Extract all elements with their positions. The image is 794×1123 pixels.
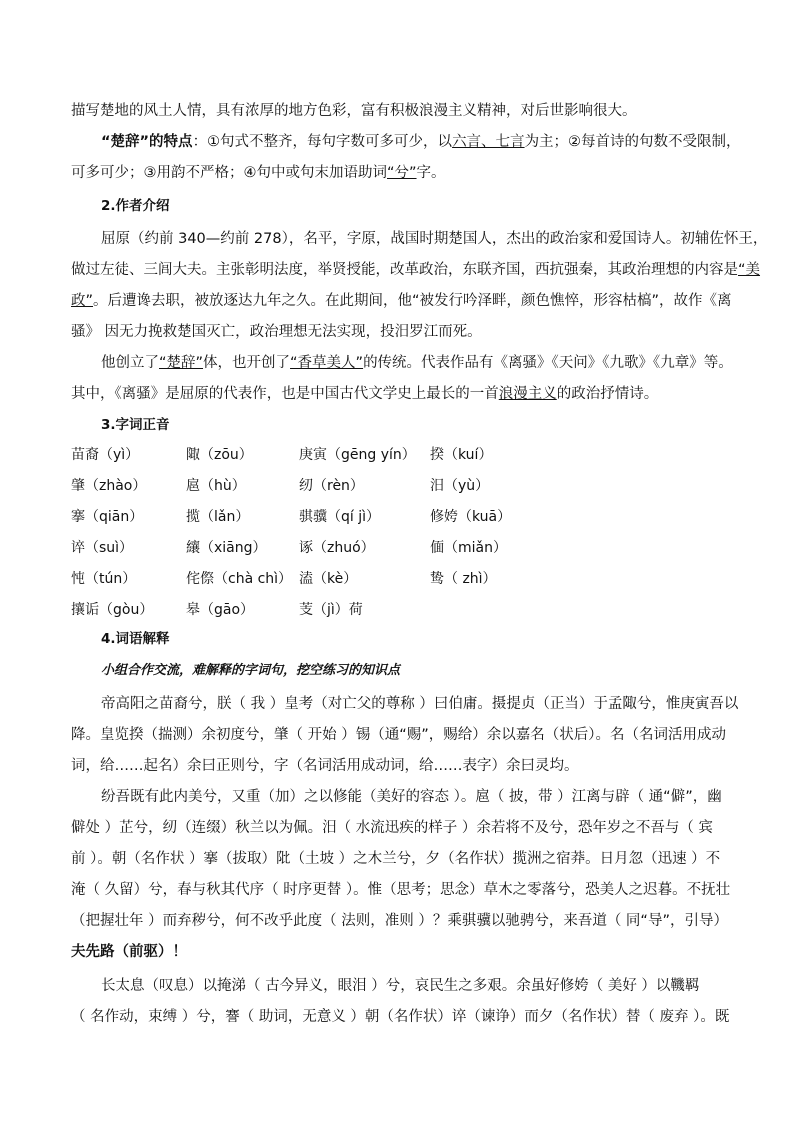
author-text-a: 做过左徒、三闾大夫。主张彰明法度，举贤授能，改革政治，东联齐国，西抗强秦，其政治理想的内容是: [71, 262, 738, 278]
pron-item: 侘傺（chà chì）: [186, 571, 293, 587]
explanation-line: 降。皇览揆（揣测）余初度兮，肇（ 开始 ）锡（通“赐”，赐给）余以嘉名（状后）。名（名词活用成动: [71, 727, 726, 743]
pronunciation-row: [71, 564, 631, 595]
author-line-6: [71, 379, 731, 410]
pron-item: 揽（lǎn）: [186, 509, 250, 525]
pron-item: 偭（miǎn）: [430, 540, 507, 556]
pron-item: 芰（jì）荷: [299, 602, 363, 618]
author-underline-c: “楚辞”: [159, 355, 204, 371]
pron-item: 汨（yù）: [430, 478, 490, 494]
pron-item: 扈（hù）: [186, 478, 246, 494]
pron-item: 苗裔（yì）: [71, 447, 140, 463]
pronunciation-row: [71, 502, 631, 533]
pron-item: 骐骥（qí jì）: [299, 509, 381, 525]
explanation-line: 夫先路（前驱）！: [71, 944, 187, 960]
explanation-line: （ 名作动，束缚 ）兮，謇（ 助词，无意义 ）朝（名作状）谇（谏诤）而夕（名作状）替（ 废弃 ）。既: [71, 1009, 730, 1025]
pron-item: 庚寅（gēng yín）: [299, 447, 416, 463]
explanation-line: 前 ）。朝（名作状 ）搴（拔取）阰（土坡 ）之木兰兮，夕（名作状）揽洲之宿莽。日月忽（迅速 ）不: [71, 851, 721, 867]
pronunciation-grid: [71, 440, 631, 626]
pronunciation-row: [71, 595, 631, 626]
pron-item: 纕（xiāng）: [186, 540, 267, 556]
chuci-features-line: [101, 127, 741, 158]
section-heading-author: 2.作者介绍: [101, 198, 170, 214]
section-heading-explanation: 4.词语解释: [101, 631, 170, 647]
explanation-line: 淹（ 久留）兮，春与秋其代序（ 时序更替 ）。惟（思考；思念）草木之零落兮，恐美人之迟暮。不抚壮: [71, 882, 731, 898]
explanation-line: 纷吾既有此内美兮，又重（加）之以修能（美好的容态 ）。扈（ 披，带 ）江离与辟（ 通“僻”，幽: [101, 789, 722, 805]
chuci-underline-b: “兮”: [387, 165, 417, 181]
pron-item: 修姱（kuā）: [430, 509, 512, 525]
pron-item: 肇（zhào）: [71, 478, 147, 494]
author-line-2: [71, 255, 761, 286]
chuci-text-b: 为主；②每首诗的句数不受限制，: [524, 134, 741, 150]
author-text-g: 的政治抒情诗。: [556, 386, 659, 402]
pron-item: 攘诟（gòu）: [71, 602, 154, 618]
author-underline-a: “美: [738, 262, 761, 278]
author-text-b: 。后遭谗去职，被放逐达九年之久。在此期间，他“被发行吟泽畔，颜色憔悴，形容枯槁”，故作《离: [93, 293, 732, 309]
author-line-1: 屈原（约前 340—约前 278），名平，字原，战国时期楚国人，杰出的政治家和爱国诗人。初辅佐怀王，: [101, 231, 768, 247]
pron-item: 皋（gāo）: [186, 602, 255, 618]
pronunciation-row: [71, 440, 631, 471]
chuci-text-a: ：①句式不整齐，每句字数可多可少，以: [192, 134, 453, 150]
chuci-features-line-2: [71, 158, 731, 189]
pron-item: 忳（tún）: [71, 571, 137, 587]
explanation-line: 词，给……起名）余曰正则兮，字（名词活用成动词，给……表字）余曰灵均。: [71, 758, 579, 774]
pron-item: 纫（rèn）: [299, 478, 364, 494]
pronunciation-row: [71, 533, 631, 564]
chuci-label: “楚辞”的特点: [101, 134, 193, 150]
author-underline-b: 政”: [71, 293, 94, 309]
author-line-4: 骚》 因无力挽救楚国灭亡，政治理想无法实现，投汨罗江而死。: [71, 324, 482, 340]
author-text-c: 他创立了: [101, 355, 159, 371]
explanation-line: 僻处 ）芷兮，纫（连缀）秋兰以为佩。汨（ 水流迅疾的样子 ）余若将不及兮，恐年岁之不吾与（ 宾: [71, 820, 713, 836]
explanation-line: 长太息（叹息）以掩涕（ 古今异义，眼泪 ）兮，哀民生之多艰。余虽好修姱（ 美好 ）以鞿羁: [101, 978, 700, 994]
explanation-line: （把握壮年 ）而弃秽兮，何不改乎此度（ 法则，准则 ）？乘骐骥以驰骋兮，来吾道（ 同“导”，引导）: [71, 913, 728, 929]
pron-item: 陬（zōu）: [186, 447, 253, 463]
pron-item: 诼（zhuó）: [299, 540, 375, 556]
author-underline-d: “香草美人”: [290, 355, 364, 371]
chuci-underline-a: 六言、七言: [452, 134, 525, 150]
pronunciation-row: [71, 471, 631, 502]
author-text-e: 的传统。代表作品有《离骚》《天问》《九歌》《九章》等。: [363, 355, 733, 371]
pron-item: 溘（kè）: [299, 571, 358, 587]
group-work-note: 小组合作交流，难解释的字词句，挖空练习的知识点: [101, 663, 401, 678]
chuci-text-d: 字。: [416, 165, 446, 181]
author-line-5: [101, 348, 731, 379]
pron-item: 揆（kuí）: [430, 447, 493, 463]
author-text-f: 其中，《离骚》是屈原的代表作，也是中国古代文学史上最长的一首: [71, 386, 499, 402]
chuci-text-c: 可多可少；③用韵不严格；④句中或句末加语助词: [71, 165, 387, 181]
intro-line-1: 描写楚地的风土人情，具有浓厚的地方色彩，富有积极浪漫主义精神，对后世影响很大。: [71, 103, 637, 119]
author-underline-e: 浪漫主义: [498, 386, 557, 402]
explanation-line: 帝高阳之苗裔兮，朕（ 我 ）皇考（对亡父的尊称 ）曰伯庸。摄提贞（正当）于孟陬兮，惟庚寅吾以: [101, 696, 739, 712]
pron-item: 搴（qiān）: [71, 509, 144, 525]
author-text-d: 体，也开创了: [203, 355, 291, 371]
author-line-3: [71, 286, 731, 317]
pron-item: 鸷（ zhì）: [430, 571, 497, 587]
section-heading-pronunciation: 3.字词正音: [101, 417, 170, 433]
pron-item: 谇（suì）: [71, 540, 134, 556]
